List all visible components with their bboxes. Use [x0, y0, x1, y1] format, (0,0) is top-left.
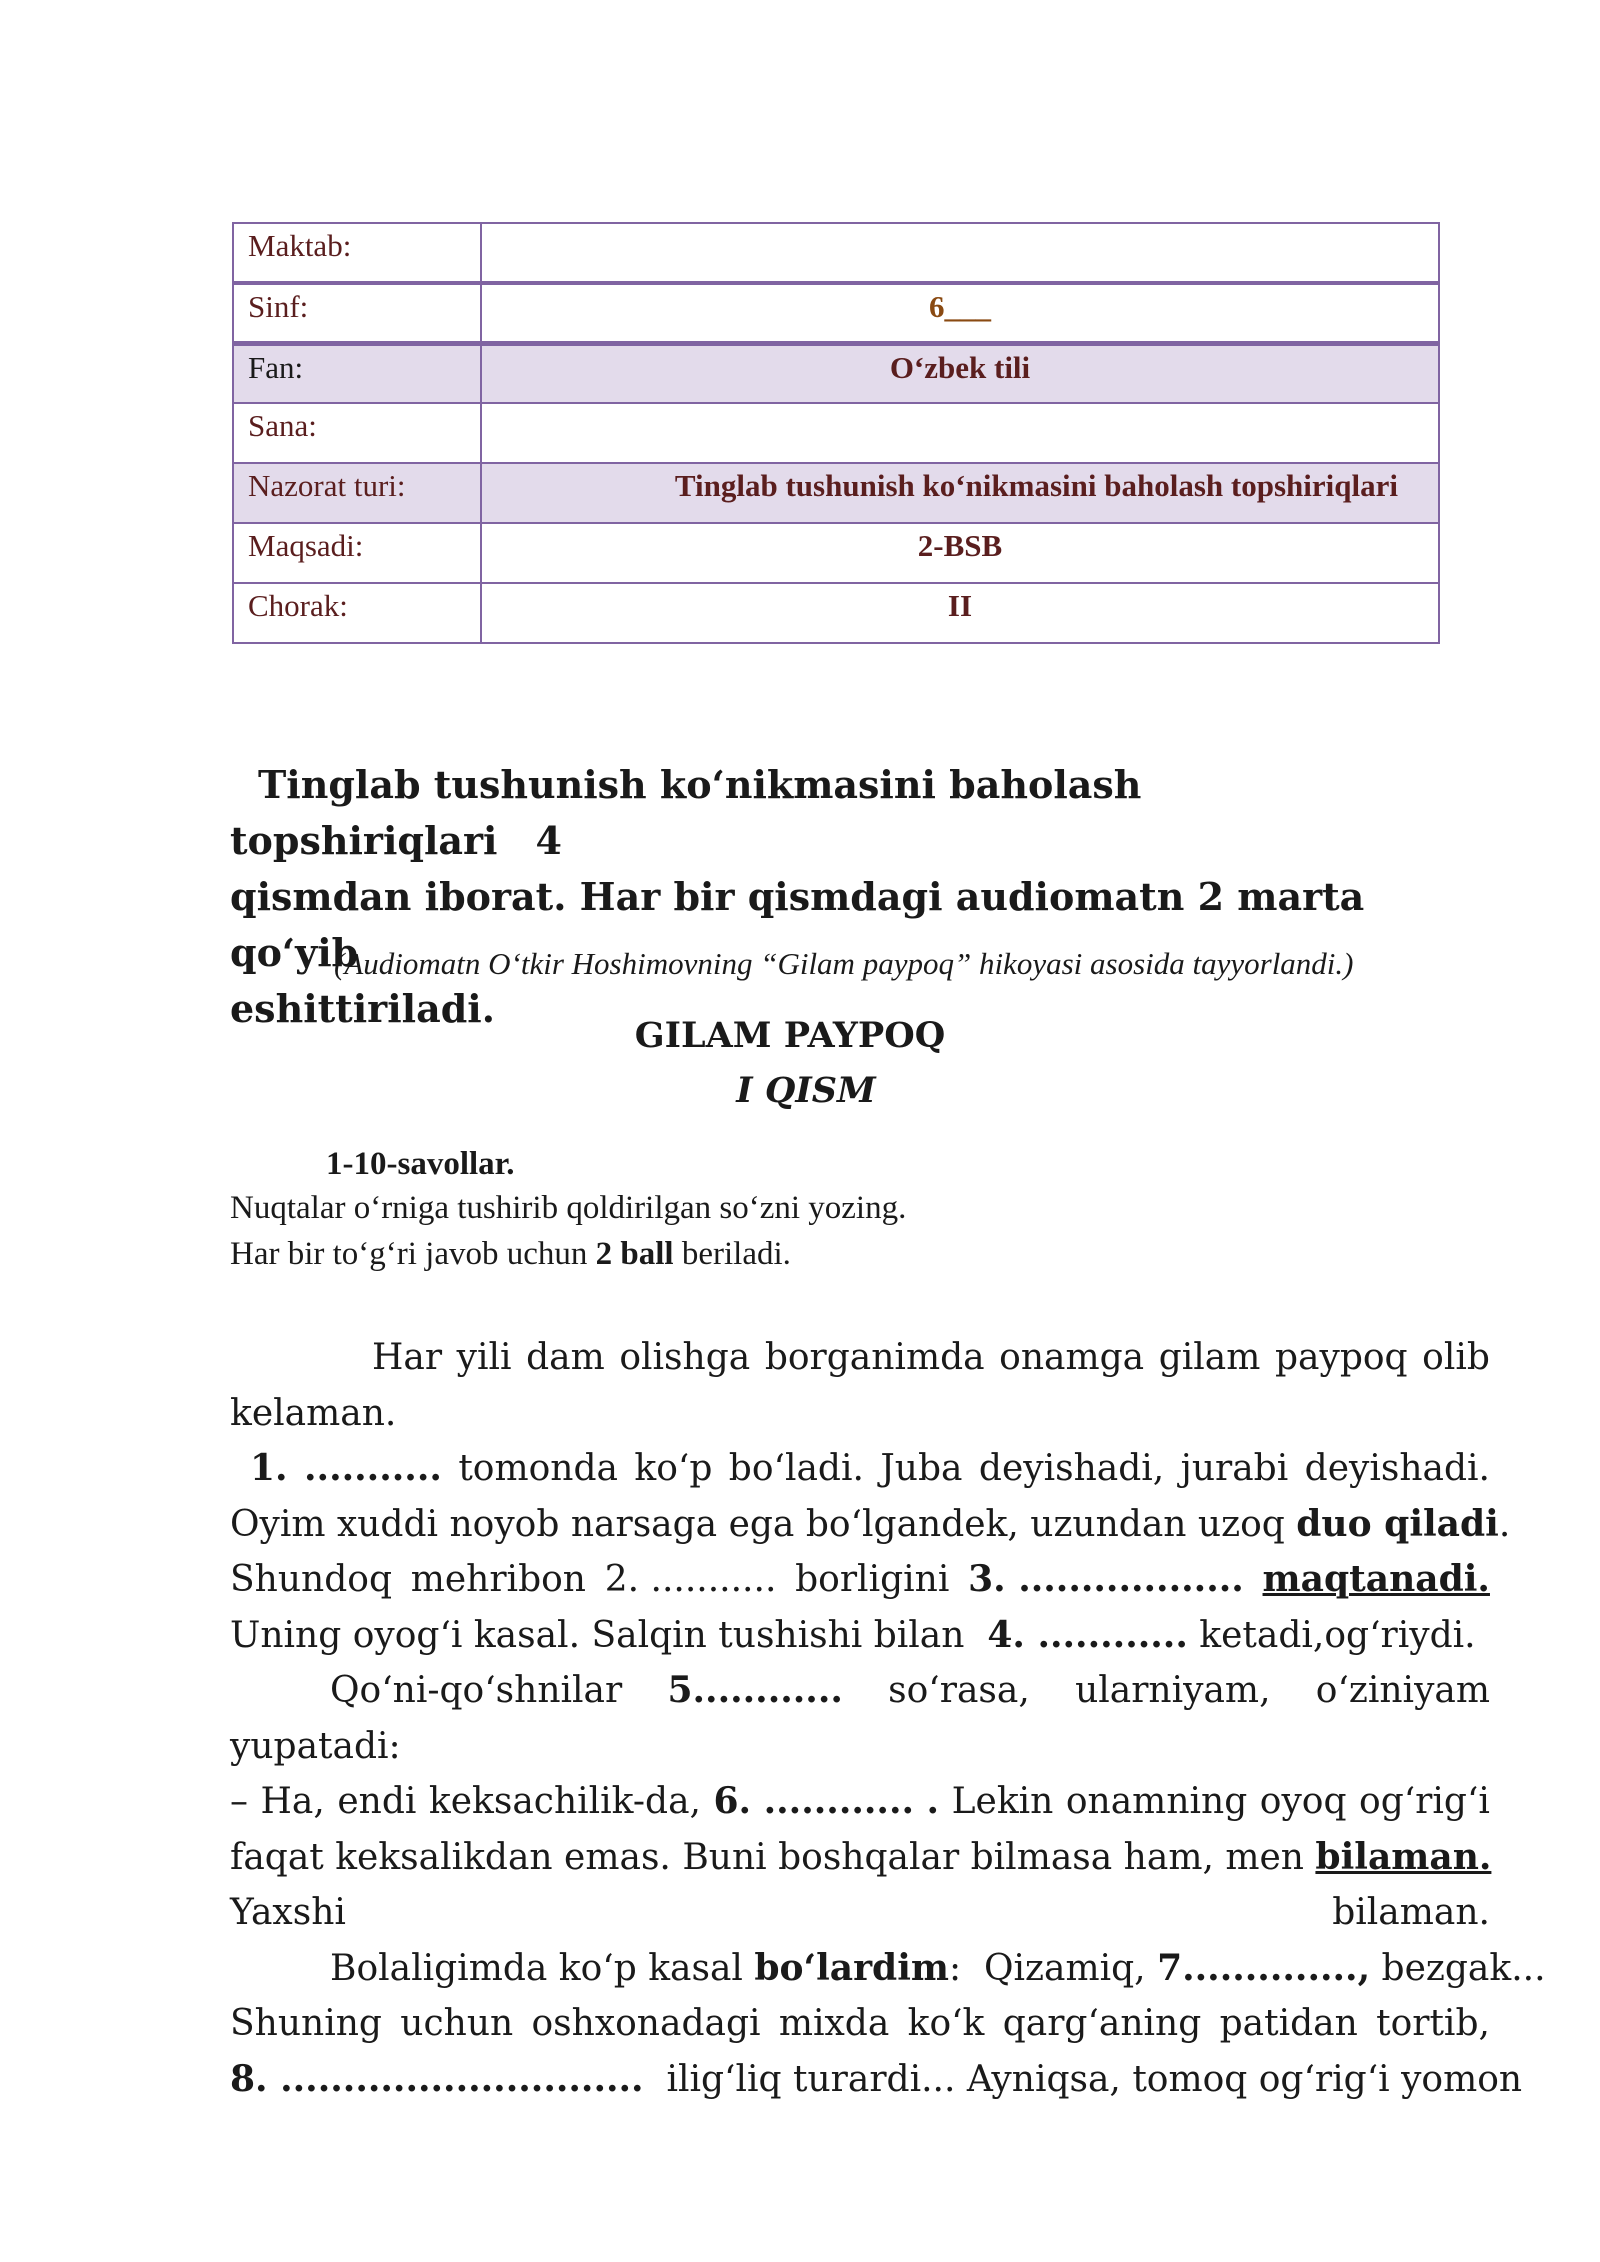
- table-row: [233, 283, 1439, 343]
- instruction-2: Har bir to‘g‘ri javob uchun 2 ball beriladi.: [230, 1236, 791, 1272]
- blank-8: 8. .............................: [230, 2057, 644, 2100]
- story-line: Oyim xuddi noyob narsaga ega bo‘lgandek, uzundan uzoq duo qiladi .: [230, 1502, 1511, 1545]
- sinf-label: Sinf:: [233, 283, 481, 343]
- table-row: [233, 523, 1439, 583]
- table-row: [233, 403, 1439, 463]
- blank-1: 1.: [250, 1447, 288, 1489]
- sinf-value: 6___: [481, 283, 1439, 343]
- sana-label: Sana:: [233, 403, 481, 463]
- chorak-label: Chorak:: [233, 583, 481, 643]
- story-line: 1. ........... tomonda ko‘p bo‘ladi. Juba deyishadi, jurabi deyishadi.: [230, 1441, 1490, 1497]
- story-line: Har yili dam olishga borganimda onamga gilam paypoq olib: [372, 1337, 1490, 1378]
- blank-2: 2. ...........: [604, 1559, 777, 1600]
- story-line: Qo‘ni-qo‘shnilar 5............ so‘rasa, ularniyam, o‘ziniyam: [230, 1663, 1490, 1719]
- maktab-value: [481, 223, 1439, 283]
- nazorat-label: Nazorat turi:: [233, 463, 481, 523]
- intro-line3: eshittiriladi.: [230, 986, 495, 1031]
- part-title: I QISM: [736, 1070, 876, 1111]
- intro-line1: Tinglab tushunish ko‘nikmasini baholash topshiriqlari: [230, 762, 1142, 863]
- nazorat-value: Tinglab tushunish ko‘nikmasini baholash topshiriqlari: [481, 463, 1439, 523]
- blank-4: 4. ............: [987, 1613, 1188, 1656]
- intro-number: 4: [535, 818, 562, 863]
- info-table: [232, 222, 1440, 644]
- table-row: [233, 343, 1439, 403]
- story-title: GILAM PAYPOQ: [634, 1015, 946, 1056]
- blank-3: 3. ..................: [968, 1558, 1244, 1600]
- fan-label: Fan:: [233, 343, 481, 403]
- sana-value: [481, 403, 1439, 463]
- chorak-value: II: [481, 583, 1439, 643]
- story-line: – Ha, endi keksachilik-da, 6. ............ . Lekin onamning oyoq og‘rig‘i: [230, 1774, 1490, 1830]
- story-line: Shundoq mehribon 2. ........... borligini 3. .................. maqtanadi.: [230, 1552, 1490, 1608]
- blank-5: 5............: [667, 1669, 843, 1711]
- table-row: [233, 463, 1439, 523]
- intro-line2: qismdan iborat. Har bir qismdagi audiomatn 2 marta qo‘yib: [230, 874, 1365, 975]
- instruction-1: Nuqtalar o‘rniga tushirib qoldirilgan so‘zni yozing.: [230, 1190, 907, 1226]
- blank-6: 6. ............ .: [713, 1780, 940, 1822]
- story-line: faqat keksalikdan emas. Buni boshqalar bilmasa ham, men bilaman.: [230, 1835, 1492, 1878]
- story-line: Yaxshi bilaman.: [230, 1892, 1490, 1933]
- section-heading: 1-10-savollar.: [326, 1146, 515, 1182]
- maqsad-label: Maqsadi:: [233, 523, 481, 583]
- maqsad-value: 2-BSB: [481, 523, 1439, 583]
- story-line: kelaman.: [230, 1392, 397, 1434]
- story-line: Uning oyog‘i kasal. Salqin tushishi bilan 4. ............ ketadi,og‘riydi.: [230, 1608, 1490, 1664]
- story-line: yupatadi:: [230, 1725, 401, 1767]
- blank-7: 7..............,: [1157, 1946, 1371, 1989]
- intro-paragraph: [230, 757, 1410, 1037]
- story-text: [230, 1330, 1546, 2107]
- story-line: 8. ............................. ilig‘liq turardi... Ayniqsa, tomoq og‘rig‘i yomon: [230, 2052, 1490, 2108]
- maktab-label: Maktab:: [233, 223, 481, 283]
- story-line: Bolaligimda ko‘p kasal bo‘lardim : Qizamiq, 7.............., bezgak...: [230, 1941, 1490, 1997]
- fan-value: O‘zbek tili: [481, 343, 1439, 403]
- source-note: (Audiomatn O‘tkir Hoshimovning “Gilam paypoq” hikoyasi asosida tayyorlandi.): [334, 946, 1354, 981]
- table-row: [233, 223, 1439, 283]
- table-row: [233, 583, 1439, 643]
- story-line: Shuning uchun oshxonadagi mixda ko‘k qarg‘aning patidan tortib,: [230, 2003, 1490, 2044]
